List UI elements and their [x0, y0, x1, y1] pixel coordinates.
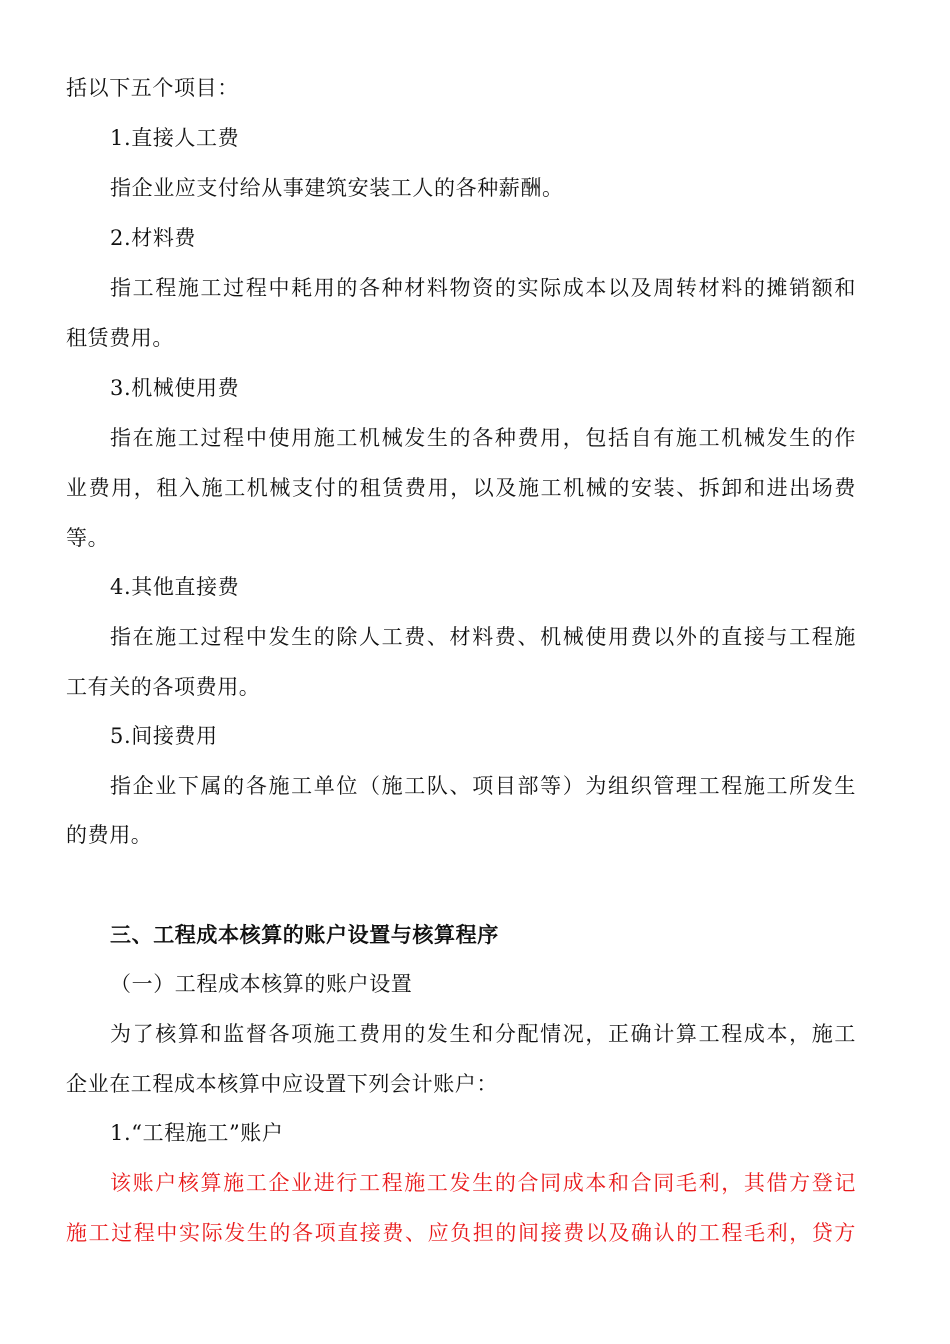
- subsection-heading: （一）工程成本核算的账户设置: [110, 972, 413, 996]
- text-line: 括以下五个项目：: [66, 76, 239, 100]
- highlighted-text-line: 该账户核算施工企业进行工程施工发生的合同成本和合同毛利，其借方登记: [110, 1171, 856, 1195]
- section-heading: 三、工程成本核算的账户设置与核算程序: [110, 923, 499, 947]
- text-line: 的费用。: [66, 823, 153, 847]
- highlighted-text-line: 施工过程中实际发生的各项直接费、应负担的间接费以及确认的工程毛利，贷方: [66, 1221, 856, 1245]
- text-line: 指在施工过程中使用施工机械发生的各种费用，包括自有施工机械发生的作: [110, 426, 856, 450]
- item-heading-direct-labor: 1.直接人工费: [110, 126, 240, 150]
- item-heading-other-direct: 4.其他直接费: [110, 575, 240, 599]
- account-heading: 1.“工程施工”账户: [110, 1121, 284, 1145]
- text-line: 指企业下属的各施工单位（施工队、项目部等）为组织管理工程施工所发生: [110, 774, 856, 798]
- item-heading-machinery: 3.机械使用费: [110, 376, 240, 400]
- text-line: 工有关的各项费用。: [66, 675, 261, 699]
- text-line: 指企业应支付给从事建筑安装工人的各种薪酬。: [110, 176, 564, 200]
- item-heading-indirect: 5.间接费用: [110, 724, 218, 748]
- item-heading-materials: 2.材料费: [110, 226, 197, 250]
- text-line: 指在施工过程中发生的除人工费、材料费、机械使用费以外的直接与工程施: [110, 625, 856, 649]
- text-line: 为了核算和监督各项施工费用的发生和分配情况，正确计算工程成本，施工: [110, 1022, 856, 1046]
- text-line: 业费用，租入施工机械支付的租赁费用，以及施工机械的安装、拆卸和进出场费: [66, 476, 856, 500]
- text-line: 指工程施工过程中耗用的各种材料物资的实际成本以及周转材料的摊销额和: [110, 276, 856, 300]
- text-line: 等。: [66, 526, 110, 550]
- text-line: 租赁费用。: [66, 326, 174, 350]
- text-line: 企业在工程成本核算中应设置下列会计账户：: [66, 1072, 498, 1096]
